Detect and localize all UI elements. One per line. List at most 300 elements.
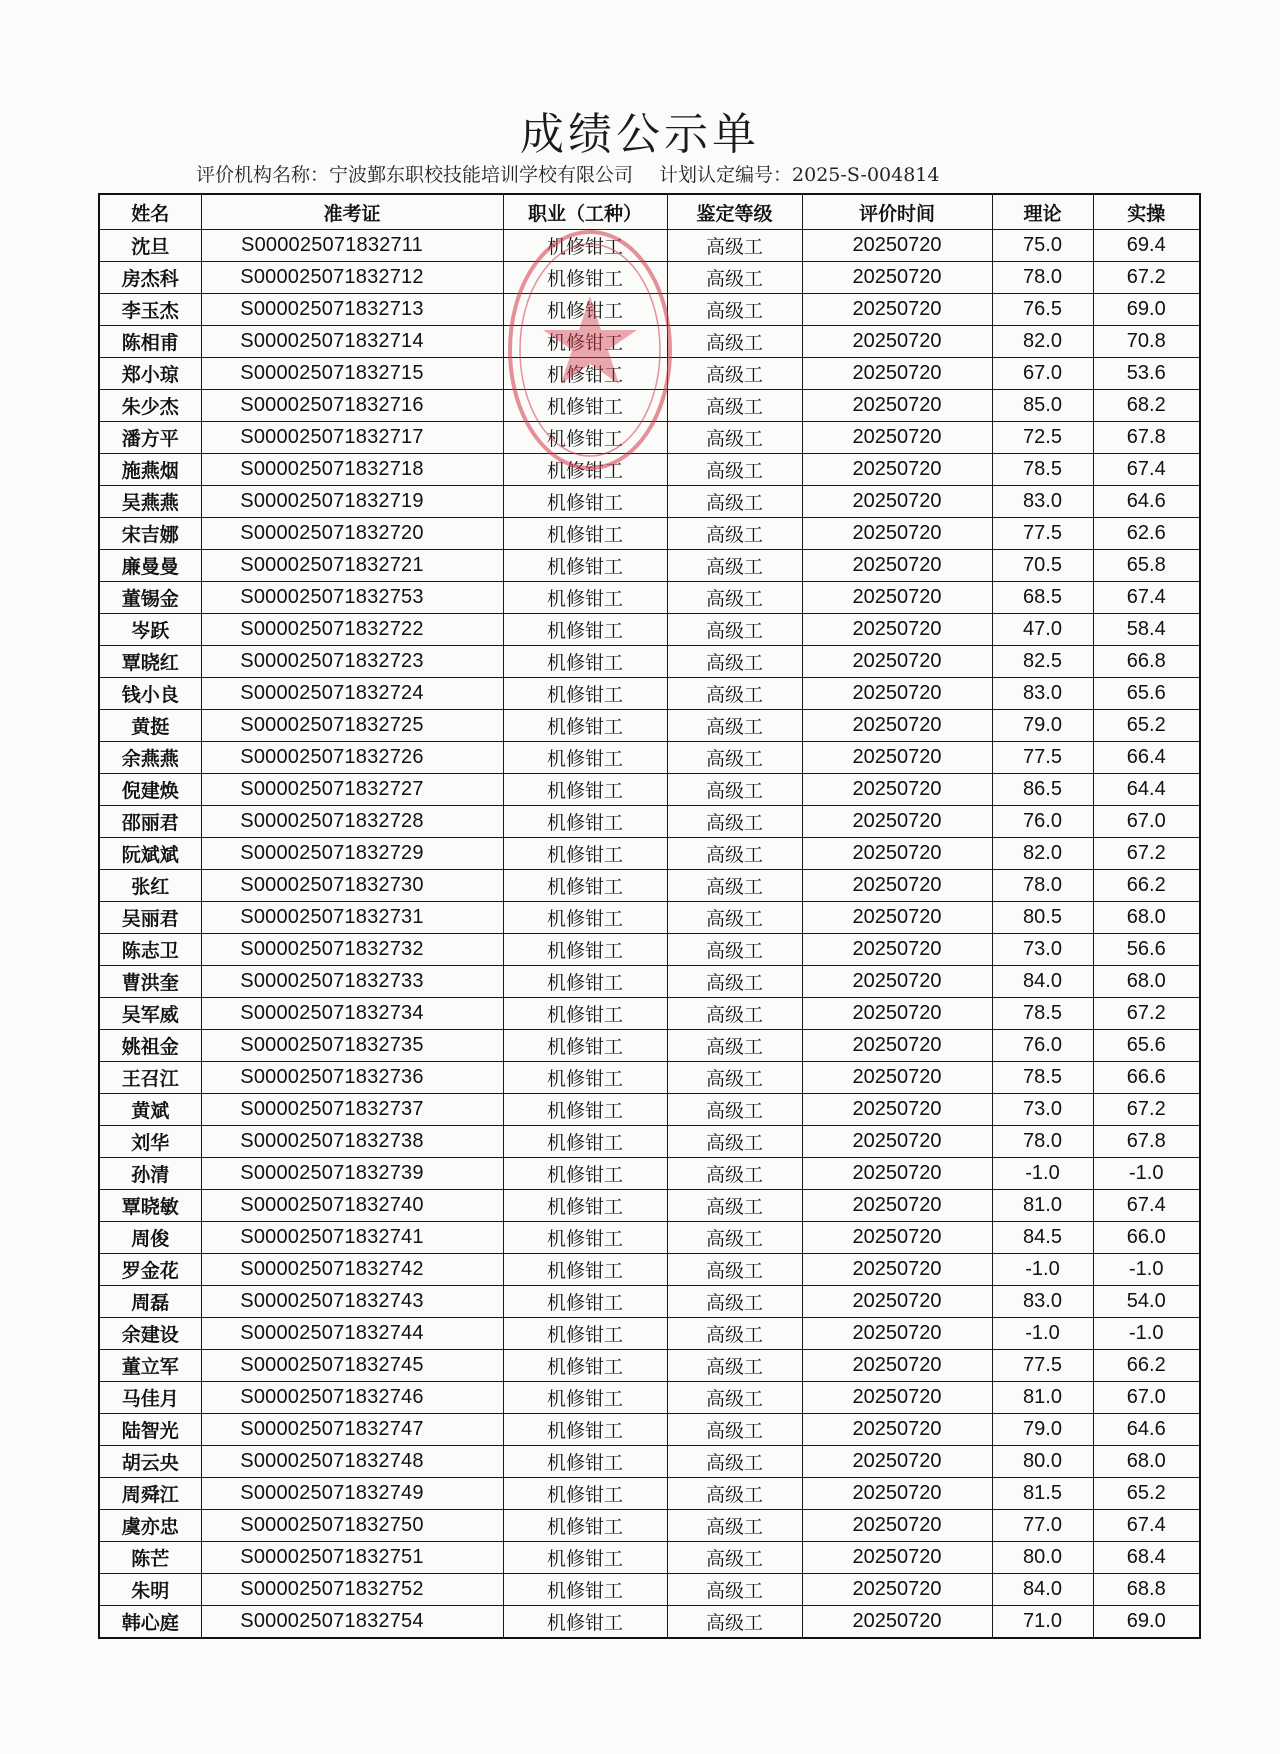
cell-date: 20250720 [802, 1414, 992, 1446]
cell-occupation: 机修钳工 [503, 390, 667, 422]
cell-ticket: S000025071832735 [201, 1030, 503, 1062]
table-row [99, 230, 1200, 262]
cell-practical: 53.6 [1093, 358, 1200, 390]
cell-occupation: 机修钳工 [503, 1510, 667, 1542]
table-row [99, 870, 1200, 902]
table-row [99, 1126, 1200, 1158]
cell-ticket: S000025071832749 [201, 1478, 503, 1510]
cell-date: 20250720 [802, 230, 992, 262]
table-row [99, 710, 1200, 742]
cell-theory: 78.5 [992, 454, 1093, 486]
cell-date: 20250720 [802, 1158, 992, 1190]
cell-name: 余燕燕 [99, 742, 201, 774]
score-table-wrapper [98, 193, 1199, 1639]
cell-ticket: S000025071832715 [201, 358, 503, 390]
cell-theory: 83.0 [992, 1286, 1093, 1318]
cell-occupation: 机修钳工 [503, 1190, 667, 1222]
cell-name: 陆智光 [99, 1414, 201, 1446]
cell-name: 周舜江 [99, 1478, 201, 1510]
cell-theory: 80.0 [992, 1446, 1093, 1478]
cell-date: 20250720 [802, 582, 992, 614]
cell-date: 20250720 [802, 1382, 992, 1414]
table-row [99, 998, 1200, 1030]
cell-date: 20250720 [802, 1350, 992, 1382]
cell-name: 覃晓红 [99, 646, 201, 678]
cell-level: 高级工 [667, 1414, 802, 1446]
cell-ticket: S000025071832747 [201, 1414, 503, 1446]
cell-occupation: 机修钳工 [503, 518, 667, 550]
cell-theory: 80.0 [992, 1542, 1093, 1574]
cell-occupation: 机修钳工 [503, 326, 667, 358]
table-row [99, 1254, 1200, 1286]
cell-practical: 65.8 [1093, 550, 1200, 582]
cell-occupation: 机修钳工 [503, 1254, 667, 1286]
cell-name: 姚祖金 [99, 1030, 201, 1062]
cell-ticket: S000025071832730 [201, 870, 503, 902]
cell-practical: 68.8 [1093, 1574, 1200, 1606]
cell-ticket: S000025071832754 [201, 1606, 503, 1639]
cell-date: 20250720 [802, 902, 992, 934]
table-header-row [99, 194, 1200, 230]
cell-ticket: S000025071832728 [201, 806, 503, 838]
cell-occupation: 机修钳工 [503, 1446, 667, 1478]
cell-level: 高级工 [667, 230, 802, 262]
cell-theory: 72.5 [992, 422, 1093, 454]
cell-ticket: S000025071832746 [201, 1382, 503, 1414]
cell-name: 张红 [99, 870, 201, 902]
cell-name: 钱小良 [99, 678, 201, 710]
cell-ticket: S000025071832731 [201, 902, 503, 934]
cell-name: 胡云央 [99, 1446, 201, 1478]
table-row [99, 1414, 1200, 1446]
table-row [99, 1158, 1200, 1190]
cell-occupation: 机修钳工 [503, 870, 667, 902]
cell-ticket: S000025071832711 [201, 230, 503, 262]
cell-level: 高级工 [667, 1606, 802, 1639]
cell-ticket: S000025071832724 [201, 678, 503, 710]
table-row [99, 1382, 1200, 1414]
cell-theory: 71.0 [992, 1606, 1093, 1639]
cell-theory: 78.0 [992, 870, 1093, 902]
cell-date: 20250720 [802, 358, 992, 390]
header-name: 姓名 [99, 194, 201, 230]
cell-theory: -1.0 [992, 1254, 1093, 1286]
cell-date: 20250720 [802, 838, 992, 870]
cell-occupation: 机修钳工 [503, 1350, 667, 1382]
cell-date: 20250720 [802, 1542, 992, 1574]
table-body [99, 230, 1200, 1639]
cell-name: 周磊 [99, 1286, 201, 1318]
cell-ticket: S000025071832740 [201, 1190, 503, 1222]
cell-level: 高级工 [667, 1222, 802, 1254]
cell-practical: 65.6 [1093, 678, 1200, 710]
cell-practical: 68.0 [1093, 902, 1200, 934]
cell-level: 高级工 [667, 710, 802, 742]
cell-date: 20250720 [802, 998, 992, 1030]
cell-name: 吴燕燕 [99, 486, 201, 518]
cell-name: 吴丽君 [99, 902, 201, 934]
cell-name: 房杰科 [99, 262, 201, 294]
score-table [98, 193, 1201, 1639]
cell-practical: 65.6 [1093, 1030, 1200, 1062]
cell-name: 董锡金 [99, 582, 201, 614]
cell-level: 高级工 [667, 838, 802, 870]
cell-theory: 78.5 [992, 1062, 1093, 1094]
cell-occupation: 机修钳工 [503, 1606, 667, 1639]
cell-level: 高级工 [667, 582, 802, 614]
cell-occupation: 机修钳工 [503, 646, 667, 678]
cell-ticket: S000025071832738 [201, 1126, 503, 1158]
table-row [99, 1286, 1200, 1318]
cell-level: 高级工 [667, 1542, 802, 1574]
cell-theory: 78.5 [992, 998, 1093, 1030]
cell-practical: 64.6 [1093, 1414, 1200, 1446]
cell-occupation: 机修钳工 [503, 934, 667, 966]
cell-name: 黄斌 [99, 1094, 201, 1126]
table-row [99, 486, 1200, 518]
cell-ticket: S000025071832723 [201, 646, 503, 678]
table-row [99, 838, 1200, 870]
cell-level: 高级工 [667, 934, 802, 966]
cell-date: 20250720 [802, 1126, 992, 1158]
cell-practical: 68.2 [1093, 390, 1200, 422]
cell-name: 孙清 [99, 1158, 201, 1190]
cell-occupation: 机修钳工 [503, 1542, 667, 1574]
cell-level: 高级工 [667, 902, 802, 934]
cell-ticket: S000025071832743 [201, 1286, 503, 1318]
cell-practical: 67.4 [1093, 454, 1200, 486]
cell-practical: 67.2 [1093, 1094, 1200, 1126]
cell-date: 20250720 [802, 966, 992, 998]
cell-level: 高级工 [667, 358, 802, 390]
document-subtitle [196, 160, 939, 187]
cell-date: 20250720 [802, 550, 992, 582]
cell-date: 20250720 [802, 1510, 992, 1542]
cell-theory: 76.0 [992, 1030, 1093, 1062]
cell-occupation: 机修钳工 [503, 1382, 667, 1414]
cell-practical: 67.8 [1093, 1126, 1200, 1158]
cell-practical: 66.6 [1093, 1062, 1200, 1094]
cell-ticket: S000025071832718 [201, 454, 503, 486]
header-occupation: 职业（工种） [503, 194, 667, 230]
cell-ticket: S000025071832732 [201, 934, 503, 966]
cell-theory: 75.0 [992, 230, 1093, 262]
cell-occupation: 机修钳工 [503, 358, 667, 390]
cell-date: 20250720 [802, 710, 992, 742]
header-theory: 理论 [992, 194, 1093, 230]
cell-name: 陈芒 [99, 1542, 201, 1574]
cell-occupation: 机修钳工 [503, 1094, 667, 1126]
cell-ticket: S000025071832748 [201, 1446, 503, 1478]
cell-level: 高级工 [667, 1030, 802, 1062]
cell-practical: 54.0 [1093, 1286, 1200, 1318]
table-row [99, 294, 1200, 326]
cell-theory: 84.0 [992, 966, 1093, 998]
cell-level: 高级工 [667, 454, 802, 486]
cell-level: 高级工 [667, 262, 802, 294]
cell-level: 高级工 [667, 294, 802, 326]
cell-ticket: S000025071832720 [201, 518, 503, 550]
cell-ticket: S000025071832733 [201, 966, 503, 998]
cell-name: 刘华 [99, 1126, 201, 1158]
cell-date: 20250720 [802, 262, 992, 294]
cell-date: 20250720 [802, 1478, 992, 1510]
cell-name: 阮斌斌 [99, 838, 201, 870]
cell-level: 高级工 [667, 1094, 802, 1126]
cell-name: 潘方平 [99, 422, 201, 454]
cell-name: 倪建焕 [99, 774, 201, 806]
cell-practical: 66.4 [1093, 742, 1200, 774]
cell-theory: 68.5 [992, 582, 1093, 614]
cell-level: 高级工 [667, 1286, 802, 1318]
cell-occupation: 机修钳工 [503, 1126, 667, 1158]
cell-theory: 67.0 [992, 358, 1093, 390]
cell-theory: 86.5 [992, 774, 1093, 806]
table-row [99, 1350, 1200, 1382]
cell-practical: 66.2 [1093, 870, 1200, 902]
cell-theory: 84.0 [992, 1574, 1093, 1606]
cell-ticket: S000025071832726 [201, 742, 503, 774]
cell-ticket: S000025071832742 [201, 1254, 503, 1286]
cell-theory: 79.0 [992, 710, 1093, 742]
cell-date: 20250720 [802, 1094, 992, 1126]
cell-ticket: S000025071832741 [201, 1222, 503, 1254]
cell-level: 高级工 [667, 1158, 802, 1190]
cell-practical: 67.8 [1093, 422, 1200, 454]
cell-date: 20250720 [802, 742, 992, 774]
table-row [99, 454, 1200, 486]
cell-date: 20250720 [802, 1606, 992, 1639]
cell-practical: 67.2 [1093, 838, 1200, 870]
cell-practical: 67.4 [1093, 582, 1200, 614]
cell-practical: 56.6 [1093, 934, 1200, 966]
cell-occupation: 机修钳工 [503, 1158, 667, 1190]
cell-occupation: 机修钳工 [503, 262, 667, 294]
cell-level: 高级工 [667, 1126, 802, 1158]
cell-date: 20250720 [802, 294, 992, 326]
cell-practical: 67.0 [1093, 1382, 1200, 1414]
cell-name: 廉曼曼 [99, 550, 201, 582]
cell-occupation: 机修钳工 [503, 998, 667, 1030]
table-row [99, 1030, 1200, 1062]
cell-ticket: S000025071832739 [201, 1158, 503, 1190]
cell-name: 岑跃 [99, 614, 201, 646]
cell-level: 高级工 [667, 870, 802, 902]
cell-occupation: 机修钳工 [503, 1030, 667, 1062]
cell-level: 高级工 [667, 1382, 802, 1414]
table-row [99, 1190, 1200, 1222]
cell-practical: 70.8 [1093, 326, 1200, 358]
cell-level: 高级工 [667, 678, 802, 710]
cell-level: 高级工 [667, 806, 802, 838]
cell-practical: -1.0 [1093, 1254, 1200, 1286]
table-row [99, 422, 1200, 454]
cell-theory: 82.0 [992, 326, 1093, 358]
table-row [99, 646, 1200, 678]
cell-date: 20250720 [802, 390, 992, 422]
cell-theory: 84.5 [992, 1222, 1093, 1254]
plan-number: 2025-S-004814 [792, 164, 940, 186]
cell-theory: 76.5 [992, 294, 1093, 326]
cell-ticket: S000025071832751 [201, 1542, 503, 1574]
cell-date: 20250720 [802, 1062, 992, 1094]
cell-practical: 62.6 [1093, 518, 1200, 550]
cell-date: 20250720 [802, 614, 992, 646]
table-row [99, 550, 1200, 582]
cell-date: 20250720 [802, 678, 992, 710]
cell-level: 高级工 [667, 1574, 802, 1606]
cell-name: 王召江 [99, 1062, 201, 1094]
cell-practical: 65.2 [1093, 1478, 1200, 1510]
cell-occupation: 机修钳工 [503, 838, 667, 870]
cell-ticket: S000025071832716 [201, 390, 503, 422]
cell-practical: 66.2 [1093, 1350, 1200, 1382]
cell-theory: 82.0 [992, 838, 1093, 870]
cell-theory: 73.0 [992, 934, 1093, 966]
cell-level: 高级工 [667, 550, 802, 582]
cell-theory: 82.5 [992, 646, 1093, 678]
cell-ticket: S000025071832725 [201, 710, 503, 742]
cell-level: 高级工 [667, 614, 802, 646]
cell-theory: 77.0 [992, 1510, 1093, 1542]
table-row [99, 806, 1200, 838]
table-row [99, 326, 1200, 358]
cell-ticket: S000025071832713 [201, 294, 503, 326]
page-title: 成绩公示单 [520, 109, 760, 160]
cell-level: 高级工 [667, 1254, 802, 1286]
cell-level: 高级工 [667, 1510, 802, 1542]
cell-occupation: 机修钳工 [503, 1062, 667, 1094]
cell-name: 朱明 [99, 1574, 201, 1606]
cell-name: 李玉杰 [99, 294, 201, 326]
cell-ticket: S000025071832734 [201, 998, 503, 1030]
cell-date: 20250720 [802, 806, 992, 838]
cell-date: 20250720 [802, 422, 992, 454]
cell-practical: -1.0 [1093, 1318, 1200, 1350]
cell-practical: 67.4 [1093, 1190, 1200, 1222]
cell-occupation: 机修钳工 [503, 486, 667, 518]
cell-name: 朱少杰 [99, 390, 201, 422]
cell-occupation: 机修钳工 [503, 230, 667, 262]
org-label: 评价机构名称： [196, 164, 330, 186]
cell-level: 高级工 [667, 646, 802, 678]
cell-occupation: 机修钳工 [503, 1414, 667, 1446]
cell-theory: 77.5 [992, 518, 1093, 550]
cell-theory: 77.5 [992, 742, 1093, 774]
cell-name: 黄挺 [99, 710, 201, 742]
cell-date: 20250720 [802, 1030, 992, 1062]
cell-ticket: S000025071832736 [201, 1062, 503, 1094]
cell-occupation: 机修钳工 [503, 582, 667, 614]
table-row [99, 678, 1200, 710]
cell-theory: 81.5 [992, 1478, 1093, 1510]
cell-name: 邵丽君 [99, 806, 201, 838]
cell-date: 20250720 [802, 646, 992, 678]
cell-level: 高级工 [667, 518, 802, 550]
table-row [99, 1222, 1200, 1254]
plan-label: 计划认定编号： [659, 164, 793, 186]
cell-date: 20250720 [802, 1190, 992, 1222]
cell-ticket: S000025071832721 [201, 550, 503, 582]
cell-practical: 64.6 [1093, 486, 1200, 518]
cell-practical: 69.4 [1093, 230, 1200, 262]
cell-level: 高级工 [667, 966, 802, 998]
table-row [99, 1574, 1200, 1606]
cell-date: 20250720 [802, 454, 992, 486]
table-row [99, 1446, 1200, 1478]
cell-ticket: S000025071832744 [201, 1318, 503, 1350]
cell-level: 高级工 [667, 1062, 802, 1094]
table-row [99, 934, 1200, 966]
cell-theory: 78.0 [992, 1126, 1093, 1158]
cell-date: 20250720 [802, 1574, 992, 1606]
cell-occupation: 机修钳工 [503, 1222, 667, 1254]
cell-date: 20250720 [802, 934, 992, 966]
table-row [99, 1510, 1200, 1542]
table-row [99, 774, 1200, 806]
cell-theory: 81.0 [992, 1382, 1093, 1414]
cell-occupation: 机修钳工 [503, 1318, 667, 1350]
cell-level: 高级工 [667, 486, 802, 518]
cell-occupation: 机修钳工 [503, 966, 667, 998]
cell-level: 高级工 [667, 1350, 802, 1382]
table-row [99, 1606, 1200, 1639]
cell-occupation: 机修钳工 [503, 710, 667, 742]
cell-theory: 80.5 [992, 902, 1093, 934]
cell-occupation: 机修钳工 [503, 294, 667, 326]
cell-theory: 77.5 [992, 1350, 1093, 1382]
cell-date: 20250720 [802, 1254, 992, 1286]
cell-practical: 69.0 [1093, 294, 1200, 326]
cell-practical: 67.2 [1093, 262, 1200, 294]
cell-date: 20250720 [802, 518, 992, 550]
cell-name: 马佳月 [99, 1382, 201, 1414]
cell-ticket: S000025071832712 [201, 262, 503, 294]
cell-level: 高级工 [667, 1446, 802, 1478]
cell-date: 20250720 [802, 1446, 992, 1478]
cell-name: 余建设 [99, 1318, 201, 1350]
cell-level: 高级工 [667, 1318, 802, 1350]
table-row [99, 614, 1200, 646]
cell-name: 覃晓敏 [99, 1190, 201, 1222]
header-practical: 实操 [1093, 194, 1200, 230]
cell-name: 陈志卫 [99, 934, 201, 966]
cell-theory: 83.0 [992, 486, 1093, 518]
cell-practical: 68.4 [1093, 1542, 1200, 1574]
cell-practical: 67.0 [1093, 806, 1200, 838]
cell-level: 高级工 [667, 422, 802, 454]
cell-theory: 70.5 [992, 550, 1093, 582]
cell-ticket: S000025071832752 [201, 1574, 503, 1606]
table-row [99, 358, 1200, 390]
cell-occupation: 机修钳工 [503, 422, 667, 454]
cell-level: 高级工 [667, 390, 802, 422]
cell-level: 高级工 [667, 742, 802, 774]
cell-name: 施燕烟 [99, 454, 201, 486]
cell-theory: 78.0 [992, 262, 1093, 294]
cell-ticket: S000025071832719 [201, 486, 503, 518]
cell-level: 高级工 [667, 998, 802, 1030]
cell-theory: -1.0 [992, 1318, 1093, 1350]
header-ticket: 准考证 [201, 194, 503, 230]
table-row [99, 1478, 1200, 1510]
cell-theory: 85.0 [992, 390, 1093, 422]
cell-occupation: 机修钳工 [503, 1286, 667, 1318]
cell-name: 罗金花 [99, 1254, 201, 1286]
cell-occupation: 机修钳工 [503, 902, 667, 934]
table-row [99, 582, 1200, 614]
cell-ticket: S000025071832714 [201, 326, 503, 358]
